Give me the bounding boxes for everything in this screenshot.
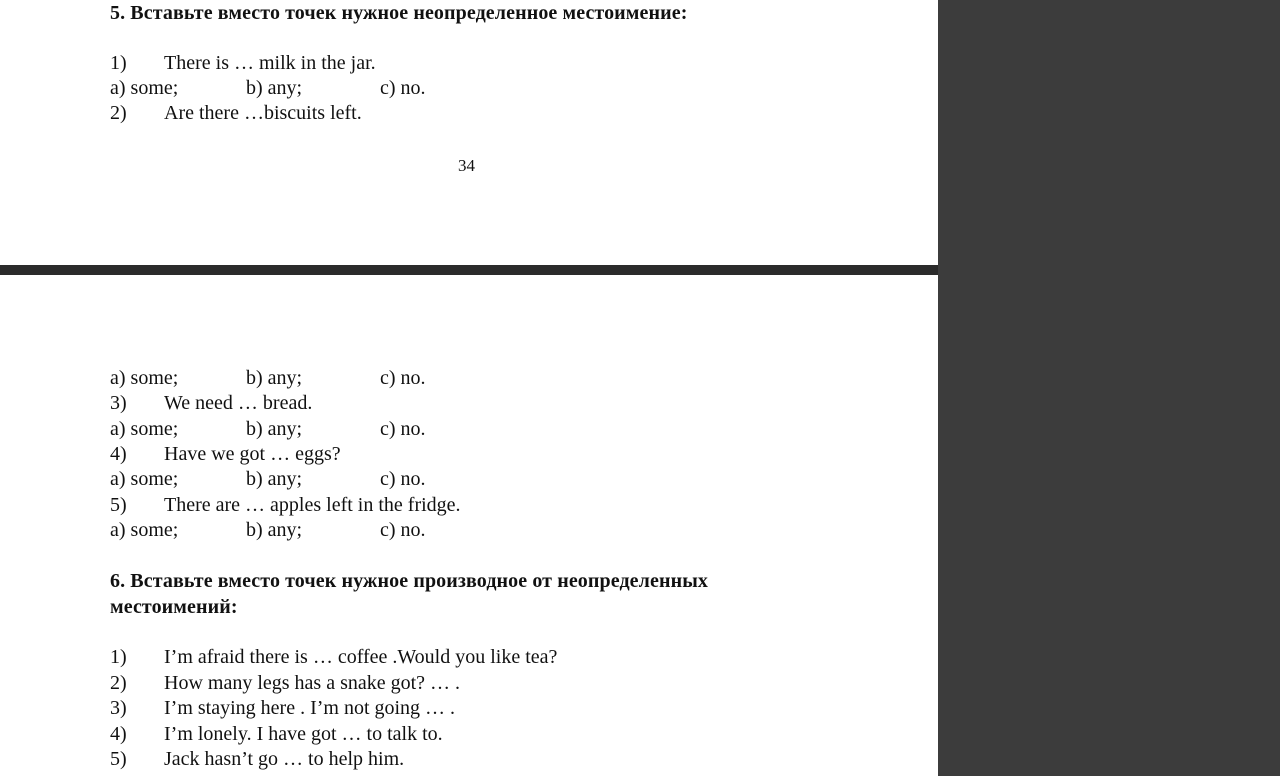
item-number: 3) [110,697,127,719]
option-c: c) no. [380,77,426,99]
document-page-35 [0,275,938,776]
exercise-5-heading: 5. Вставьте вместо точек нужное неопределенное местоимение: [110,2,688,24]
option-a: a) some; [110,77,179,99]
question-number: 5) [110,494,127,516]
item-number: 2) [110,672,127,694]
option-b: b) any; [246,468,303,490]
option-b: b) any; [246,519,303,541]
option-a: a) some; [110,519,179,541]
option-c: c) no. [380,367,426,389]
item-text: How many legs has a snake got? … . [164,672,461,694]
document-page-34 [0,0,938,265]
item-text: I’m staying here . I’m not going … . [164,697,456,719]
option-b: b) any; [246,418,303,440]
item-number: 1) [110,646,127,668]
question-text: There are … apples left in the fridge. [164,494,461,516]
question-text: Have we got … eggs? [164,443,341,465]
option-c: c) no. [380,418,426,440]
option-b: b) any; [246,367,303,389]
item-number: 4) [110,723,127,745]
option-a: a) some; [110,418,179,440]
exercise-6-heading-line-2: местоимений: [110,596,238,618]
question-number: 1) [110,52,127,74]
exercise-6-heading-line-1: 6. Вставьте вместо точек нужное производное от неопределенных [110,570,709,592]
question-number: 4) [110,443,127,465]
item-text: I’m lonely. I have got … to talk to. [164,723,443,745]
question-number: 2) [110,102,127,124]
question-text: Are there …biscuits left. [164,102,362,124]
item-text: I’m afraid there is … coffee .Would you like tea? [164,646,558,668]
question-text: We need … bread. [164,392,313,414]
item-text: Jack hasn’t go … to help him. [164,748,405,770]
option-a: a) some; [110,468,179,490]
item-number: 5) [110,748,127,770]
question-text: There is … milk in the jar. [164,52,376,74]
option-a: a) some; [110,367,179,389]
page-number: 34 [458,156,475,175]
option-c: c) no. [380,519,426,541]
question-number: 3) [110,392,127,414]
option-c: c) no. [380,468,426,490]
option-b: b) any; [246,77,303,99]
page-separator [0,265,938,275]
